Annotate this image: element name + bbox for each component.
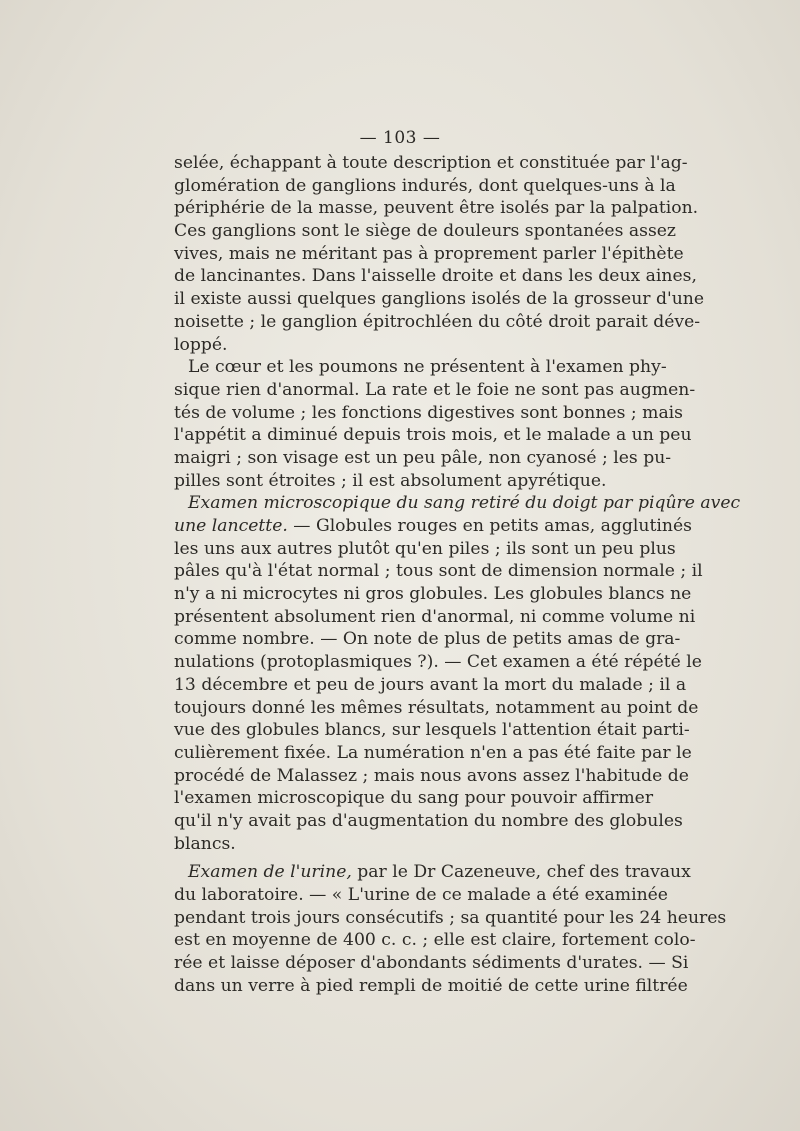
text-line: n'y a ni microcytes ni gros globules. Les globules blancs ne [174,584,692,605]
text-line: pâles qu'à l'état normal ; tous sont de dimension normale ; il [174,561,703,582]
text-fragment: — Globules rouges en petits amas, agglutinés [287,516,692,536]
text-line: maigri ; son visage est un peu pâle, non cyanosé ; les pu- [174,447,672,468]
text-fragment: par le Dr Cazeneuve, chef des travaux [351,862,691,883]
text-line: l'appétit a diminué depuis trois mois, et le malade a un peu [174,425,692,446]
text-line: sique rien d'anormal. La rate et le foie ne sont pas augmen- [174,379,696,400]
section-heading-blood-exam-cont: une lancette. [174,516,288,536]
text-line: l'examen microscopique du sang pour pouvoir affirmer [174,788,654,809]
text-line: noisette ; le ganglion épitrochléen du côté droit parait déve- [174,311,701,332]
text-line: pendant trois jours consécutifs ; sa quantité pour les 24 heures [174,907,727,928]
text-line: pilles sont étroites ; il est absolument apyrétique. [174,470,607,491]
text-line: procédé de Malassez ; mais nous avons assez l'habitude de [174,765,689,786]
text-line: il existe aussi quelques ganglions isolés de la grosseur d'une [174,289,705,310]
text-line: qu'il n'y avait pas d'augmentation du nombre des globules [174,810,683,831]
text-line: de lancinantes. Dans l'aisselle droite et dans les deux aines, [174,266,697,287]
page-number: — 103 — [359,128,441,148]
body-text [174,152,741,997]
text-line: est en moyenne de 400 c. c. ; elle est claire, fortement colo- [174,930,696,951]
text-line: toujours donné les mêmes résultats, notamment au point de [174,697,699,718]
text-line [174,861,691,884]
text-line: 13 décembre et peu de jours avant la mort du malade ; il a [174,674,687,695]
text-line: Le cœur et les poumons ne présentent à l'examen phy- [188,357,667,378]
text-line: rée et laisse déposer d'abondants sédiments d'urates. — Si [174,953,689,974]
text-line: présentent absolument rien d'anormal, ni comme volume ni [174,606,696,627]
text-line: tés de volume ; les fonctions digestives sont bonnes ; mais [174,402,684,423]
section-heading-blood-exam: Examen microscopique du sang retiré du doigt par piqûre avec [188,493,741,514]
text-line: du laboratoire. — « L'urine de ce malade a été examinée [174,885,668,905]
text-line: périphérie de la masse, peuvent être isolés par la palpation. [174,198,699,219]
text-line: nulations (protoplasmiques ?). — Cet examen a été répété le [174,652,702,673]
text-line: loppé. [174,334,228,355]
text-line [174,515,692,538]
text-line: glomération de ganglions indurés, dont quelques-uns à la [174,175,676,196]
text-line: comme nombre. — On note de plus de petits amas de gra- [174,629,681,650]
text-line: dans un verre à pied rempli de moitié de cette urine filtrée [174,975,688,996]
text-line: Ces ganglions sont le siège de douleurs spontanées assez [174,221,676,242]
text-line: blancs. [174,833,236,854]
text-line: selée, échappant à toute description et constituée par l'ag- [174,153,688,173]
text-line: vue des globules blancs, sur lesquels l'attention était parti- [174,720,690,741]
text-line: culièrement fixée. La numération n'en a pas été faite par le [174,742,692,763]
text-line: les uns aux autres plutôt qu'en piles ; ils sont un peu plus [174,538,676,559]
section-heading-urine-exam: Examen de l'urine, [188,862,352,883]
text-line: vives, mais ne méritant pas à proprement parler l'épithète [174,243,684,264]
